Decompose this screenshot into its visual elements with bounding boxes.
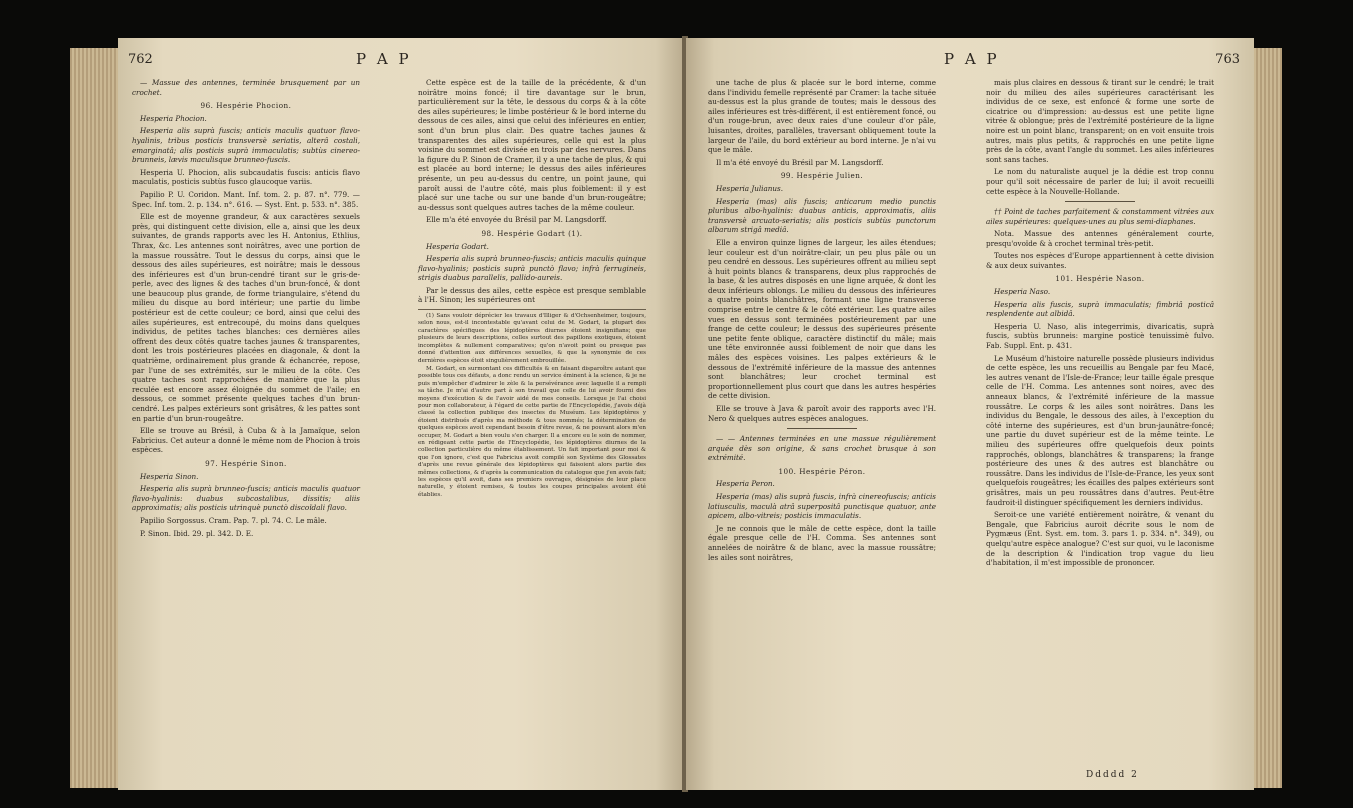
- text-paragraph: Hesperia alis suprà brunneo-fuscis; anticis maculis quinque flavo-hyalinis; posticis suprà punctò flavo; infrà ferrugineis, strigis duabus parallelis, pallido-aureis.: [418, 254, 646, 283]
- text-paragraph: Elle se trouve au Brésil, à Cuba & à la Jamaïque, selon Fabricius. Cet auteur a donné le même nom de Phocion à trois espèces.: [132, 426, 360, 455]
- text-paragraph: Elle m'a été envoyée du Brésil par M. Langsdorff.: [426, 215, 607, 225]
- right-page: [686, 38, 1254, 790]
- text-paragraph: Hesperia U. Phocion, alis subcaudatis fuscis: anticis flavo maculatis, posticis subtùs fusco glaucoque variis.: [132, 167, 360, 187]
- text-paragraph: †† Point de taches parfaitement & constamment vitrées aux ailes supérieures: quelques-unes au plus semi-diaphanes.: [986, 206, 1214, 226]
- right-page-number: 763: [1215, 52, 1240, 67]
- text-paragraph: Hesperia alis fuscis, suprà immaculatis; fimbriâ posticâ resplendente aut albidâ.: [986, 299, 1214, 319]
- footnote: [418, 309, 646, 499]
- text-paragraph: Je ne connois que le mâle de cette espèce, dont la taille égale presque celle de l'H. Comma. Ses antennes sont annelées de noirâtre & de blanc, avec la massue roussâtre; les ailes sont noirâtres,: [708, 523, 936, 562]
- text-paragraph: Hesperia Julianus.: [716, 183, 783, 193]
- text-paragraph: Toutes nos espèces d'Europe appartiennent à cette division & aux deux suivantes.: [986, 251, 1214, 270]
- left-page-stack: [70, 48, 118, 788]
- right-column-2: [986, 78, 1214, 571]
- text-paragraph: Hesperia Sinon.: [140, 471, 199, 481]
- text-paragraph: Le nom du naturaliste auquel je la dédie est trop connu pour qu'il soit nécessaire de parler de lui; il avoit recueilli cette espèce à la Nouvelle-Hollande.: [986, 167, 1214, 196]
- text-paragraph: Hesperia alis suprà fuscis; anticis maculis quatuor flavo-hyalinis, tribus posticis transversè seriatis, alterâ costali, emarginatâ; alis posticis suprà immaculatis; subtùs cinereo-brunneis, lævis maculisque brunneo-fuscis.: [132, 126, 360, 165]
- left-page: [118, 38, 684, 790]
- text-paragraph: Seroit-ce une variété entièrement noirâtre, & venant du Bengale, que Fabricius auroit décrite sous le nom de Pygmæus (Ent. Syst. em. tom. 3. pars 1. p. 334. n°. 349), ou quelqu'autre espèce analogue? C'est sur quoi, vu le laconisme de la description & l'indication trop vague du lieu d'habitation, il m'est impossible de prononcer.: [986, 510, 1214, 568]
- text-paragraph: — — Antennes terminées en une massue régulièrement arquée dès son origine, & sans crochet brusque à son extrémité.: [708, 433, 936, 463]
- footnote-paragraph: (1) Sans vouloir déprécier les travaux d'Illiger & d'Ochsenheimer, toujours, selon nous, est-il incontestable qu'avant celui de M. Godart, la plupart des caractères spécifiques des lépidoptères diurnes étoient insignifians; que plusieurs de leurs descriptions, celles surtout des papillons exotiques, étoient incomplètes & nullement comparatives; qu'on n'avoit point ou presque pas donné d'attention aux différences sexuelles, & que la synonymie de ces dernières espèces étoit singulièrement embrouillée.: [418, 313, 646, 364]
- text-paragraph: une tache de plus & placée sur le bord interne, comme dans l'individu femelle représenté par Cramer: la tache située au-dessus est la plus grande de toutes; mais le dessous des ailes inférieures est très-différent, il est entièrement foncé, ou d'un rouge-brun, avec deux raies d'une couleur d'or pâle, luisantes, droites, parallèles, traversant obliquement toute la largeur de l'aile, du bord extérieur au bord interne. Je n'ai vu que le mâle.: [708, 78, 936, 155]
- text-paragraph: Hesperia alis suprà brunneo-fuscis; anticis maculis quatuor flavo-hyalinis: duabus subcostalibus, dissitis; aliis approximatis; alis posticis utrinquè punctò discoïdali flavo.: [132, 484, 360, 513]
- text-paragraph: Papilio P. U. Coridon. Mant. Inf. tom. 2. p. 87. n°. 779. — Spec. Inf. tom. 2. p. 134. n°. 616. — Syst. Ent. p. 533. n°. 385.: [132, 189, 360, 209]
- species-entry-heading: 99. Hespérie Julien.: [780, 171, 864, 181]
- text-paragraph: Hesperia U. Naso, alis integerrimis, divaricatis, suprà fuscis, subtùs brunneis: margine posticè tenuissimè fulvo. Fab. Suppl. Ent. p. 431.: [986, 321, 1214, 351]
- text-paragraph: mais plus claires en dessous & tirant sur le cendré; le trait noir du milieu des ailes supérieures caractérisant les individus de ce sexe, est enfoncé & forme une sorte de cicatrice ou d'impression: au-dessus est une petite ligne vitrée & oblongue; près de l'extrémité postérieure de la ligne noire est un point blanc, transparent; on en voit ensuite trois autres, mais plus petits, & rapprochés en une petite ligne près de la côte, avant l'angle du sommet. Les ailes inférieures sont sans taches.: [986, 78, 1214, 164]
- text-paragraph: Hesperia Phocion.: [140, 113, 207, 123]
- text-paragraph: — Massue des antennes, terminée brusquement par un crochet.: [132, 78, 360, 97]
- section-rule: [1065, 201, 1135, 202]
- text-paragraph: Elle a environ quinze lignes de largeur, les ailes étendues; leur couleur est d'un noirâtre-clair, un peu plus pâle ou un peu cendré en dessous. Les supérieures offrent au milieu sept à huit points blancs & transparens, deux plus rapprochés de la base, & les autres disposés en une ligne arquée, & dont les deux inférieurs oblongs. Le milieu du dessous des inférieures a quatre points blanchâtres, formant une ligne transverse comprise entre le centre & le côté extérieur. Les quatre ailes vues en dessus sont terminées postérieurement par une frange de cette couleur; le dessus des supérieures présente une petite fente oblique, caractère distinctif du mâle; mais une tête environnée aussi foiblement de noir que dans les mâles des espèces voisines. Les palpes extérieurs & le dessous de l'extrémité inférieure de la massue des antennes sont blanchâtres; leur crochet terminal est proportionnellement plus court que dans les autres hespéries de cette division.: [708, 237, 936, 401]
- text-paragraph: Le Muséum d'histoire naturelle possède plusieurs individus de cette espèce, les uns recueillis au Bengale par feu Macé, les autres venant de l'Isle-de-France; leur taille égale presque celle de l'H. Comma. Les antennes sont noires, avec des anneaux blancs, & l'extrémité inférieure de la massue roussâtre. Le corps & les ailes sont noirâtres. Dans les individus du Bengale, le dessous des ailes, à l'exception du côté interne des supérieures, est d'un brun-jaunâtre-foncé; une partie du duvet supérieur est de la même teinte. Le milieu des supérieures offre quelquefois deux points rapprochés, oblongs, blanchâtres & transparens; la frange postérieure des unes & des autres est blanchâtre ou roussâtre. Dans les individus de l'Isle-de-France, les yeux sont quelquefois rougeâtres; les écailles des palpes extérieurs sont grisâtres, mais un peu roussâtres dans d'autres. Peut-être faudroit-il distinguer spécifiquement les derniers individus.: [986, 353, 1214, 507]
- text-paragraph: Elle est de moyenne grandeur, & aux caractères sexuels près, qui distinguent cette division, elle a, ainsi que les deux suivantes, de grands rapports avec les H. Antonius, Ethlius, Thrax, &c. Les antennes sont noirâtres, avec une portion de la massue roussâtre. Tout le dessus du corps, ainsi que le dessous des ailes supérieures, est noirâtre; mais le dessous des inférieures est d'un brun-cendré tirant sur le gris-de-perle, avec des lignes & des taches d'un brun-foncé, & dont une beaucoup plus grande, de forme triangulaire, s'étend du milieu du disque au bord intérieur; une partie du limbe postérieur est de cette couleur; ce bord, ainsi que celui des ailes supérieures, est entrecoupé, du moins dans quelques individus, de petites taches blanches: ces dernières ailes offrent des deux côtés quatre taches jaunes & transparentes, dont les trois postérieures placées en diagonale, & dont la quatrième, ordinairement plus grande & échancrée, repose, par l'une de ses extrémités, sur le milieu de la côte. Ces quatre taches sont rapprochées de manière que la plus reculée est encore assez éloignée du sommet de l'aile; en dessous, ce sommet présente quelques taches d'un brun-cendré. Les palpes extérieurs sont grisâtres, & les pattes sont en partie d'un brun-rougeâtre.: [132, 212, 360, 423]
- species-entry-heading: 100. Hespérie Péron.: [778, 466, 866, 476]
- signature-mark: Ddddd 2: [1086, 770, 1139, 780]
- section-rule: [787, 428, 857, 429]
- text-paragraph: Hesperia Godart.: [426, 241, 489, 251]
- text-paragraph: Hesperia Peron.: [716, 479, 775, 489]
- right-page-stack: [1254, 48, 1282, 788]
- text-paragraph: Hesperia Naso.: [994, 287, 1051, 297]
- text-paragraph: P. Sinon. Ibid. 29. pl. 342. D. E.: [140, 528, 254, 538]
- species-entry-heading: 97. Hespérie Sinon.: [205, 458, 287, 468]
- right-running-header: P A P: [944, 50, 1000, 68]
- text-paragraph: Hesperia (mas) alis fuscis; anticarum medio punctis pluribus albo-hyalinis: duabus anticis, approximatis, aliis transversè arcuato-seriatis; alis posticis subtùs punctorum albarum strigâ mediâ.: [708, 196, 936, 235]
- text-paragraph: Papilio Sorgossus. Cram. Pap. 7. pl. 74. C. Le mâle.: [140, 515, 327, 525]
- left-page-number: 762: [128, 52, 153, 67]
- footnote-paragraph: M. Godart, en surmontant ces difficultés & en faisant disparoître autant que possible tous ces défauts, a donc rendu un service éminent à la science, & je ne puis m'empêcher d'admirer le zèle & la persévérance avec laquelle il a rempli sa tâche. Je m'ai d'autre part à son travail que celle de lui avoir fourni des moyens d'exécution & de l'avoir aidé de mes conseils. Lorsque je l'ai choisi pour mon collaborateur, à l'égard de cette partie de l'Encyclopédie, j'avois déjà classé la collection publique des insectes du Muséum. Les lépidoptères y étoient distribués d'après ma méthode & tous nommés; la détermination de quelques espèces avoit cependant besoin d'être revue, & ne pouvant alors m'en occuper, M. Godart a bien voulu s'en charger. Il a encore eu le soin de nommer, en rédigeant cette partie de l'Encyclopédie, les lépidoptères diurnes de la collection particulière du même établissement. Un fait important pour moi & que l'on ignore, c'est que Fabricius avoit compilé son Système des Glossates d'après une revue générale des lépidoptères qui faisoient alors partie des mêmes collections, & d'après la communication du catalogue que j'en avois fait; les espèces qu'il avoit, dans ses premiers ouvrages, désignées de leur place naturelle, y étoient remises, & toutes les coupes principales avoient été établies.: [418, 365, 646, 498]
- text-paragraph: Cette espèce est de la taille de la précédente, & d'un noirâtre moins foncé; il tire davantage sur le brun, particulièrement sur la tête, le dessous du corps & à la côte des ailes supérieures; le limbe postérieur & le bord interne du dessous de ces ailes, ainsi que celui des inférieures en entier, sont d'un brun plus clair. Des quatre taches jaunes & transparentes des ailes supérieures, celle qui est la plus voisine du sommet est divisée en trois par des nervures. Dans la figure du P. Sinon de Cramer, il y a une tache de plus, & qui est placée au bord interne; le dessus des ailes inférieures présente, un peu au-dessus du centre, un point jaune, qui paroît aussi de l'autre côté, mais plus foiblement: il y est placé sur une tache ou sur une bande d'un brun-rougeâtre; au-dessus sont quelques autres taches de la même couleur.: [418, 78, 646, 212]
- text-paragraph: Nota. Massue des antennes généralement courte, presqu'ovoïde & à crochet terminal très-petit.: [986, 229, 1214, 248]
- text-paragraph: Par le dessus des ailes, cette espèce est presque semblable à l'H. Sinon; les supérieures ont: [418, 285, 646, 305]
- text-paragraph: Il m'a été envoyé du Brésil par M. Langsdorff.: [716, 157, 884, 167]
- species-entry-heading: 98. Hespérie Godart (1).: [481, 228, 583, 238]
- left-column-2: [418, 78, 646, 500]
- left-running-header: P A P: [356, 50, 412, 68]
- species-entry-heading: 101. Hespérie Nason.: [1055, 274, 1145, 284]
- text-paragraph: Hesperia (mas) alis suprà fuscis, infrà cinereofuscis; anticis latiusculis, maculà atrâ superpositâ punctisque quatuor, ante apicem, albo-vitreis; posticis immaculatis.: [708, 491, 936, 521]
- text-paragraph: Elle se trouve à Java & paroît avoir des rapports avec l'H. Nero & quelques autres espèces analogues.: [708, 404, 936, 423]
- right-column-1: [708, 78, 936, 565]
- left-column-1: [132, 78, 360, 541]
- species-entry-heading: 96. Hespérie Phocion.: [200, 101, 292, 111]
